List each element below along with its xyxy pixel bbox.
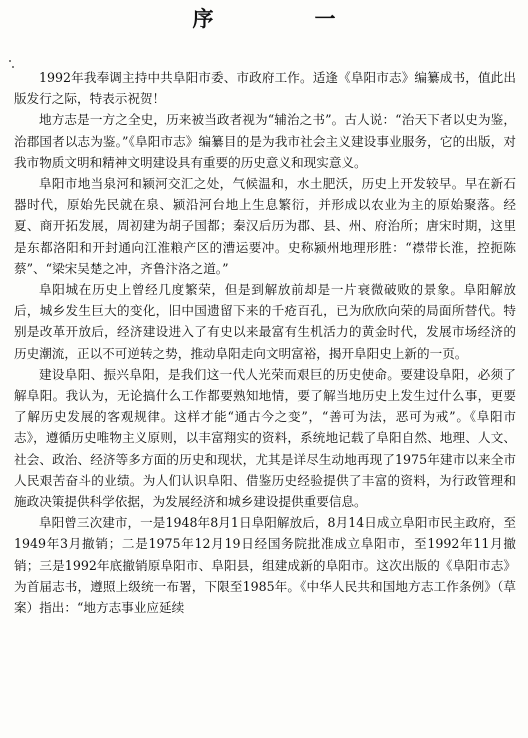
page-title: 序 一: [192, 7, 376, 31]
paragraph-4: 阜阳城在历史上曾经几度繁荣，但是到解放前却是一片衰微破败的景象。阜阳解放后，城乡发生巨大的变化，旧中国遗留下来的千疮百孔，已为欣欣向荣的局面所替代。特别是改革开放后，经济建设进入了有史以来最富有生机活力的黄金时代，发展市场经济的历史潮流，正以不可逆转之势，推动阜阳走向文明富裕，揭开阜阳史上新的一页。: [14, 282, 516, 361]
paragraph-5: 建设阜阳、振兴阜阳，是我们这一代人光荣而艰巨的历史使命。要建设阜阳，必须了解阜阳。我认为，无论搞什么工作都要熟知地情，要了解当地历史上发生过什么事，更要了解历史发展的客观规律。这样才能“通古今之变”，“善可为法，恶可为戒”。《阜阳市志》，遵循历史唯物主义原则，以丰富翔实的资料，系统地记载了阜阳自然、地理、人文、社会、政治、经济等多方面的历史和现状，尤其是详尽生动地再现了1975年建市以来全市人民艰苦奋斗的业绩。为人们认识阜阳、借鉴历史经验提供了丰富的资料，为行政管理和施政决策提供科学依据，为发展经济和城乡建设提供重要信息。: [14, 366, 516, 510]
paragraph-3: 阜阳市地当泉河和颍河交汇之处，气候温和，水土肥沃，历史上开发较早。早在新石器时代，原始先民就在泉、颍沿河台地上生息繁衍，并形成以农业为主的原始聚落。经夏、商开拓发展，周初建为胡子国都；秦汉后历为郡、县、州、府治所；唐宋时期，这里是东都洛阳和开封通向江淮粮产区的漕运要冲。史称颍州地理形胜：“襟带长淮，控扼陈蔡”、“梁宋吴楚之冲，齐鲁汴洛之道。”: [14, 176, 516, 276]
paragraph-1: 1992年我奉调主持中共阜阳市委、市政府工作。适逢《阜阳市志》编纂成书，值此出版发行之际，特表示祝贺！: [14, 70, 516, 107]
scan-speck: [9, 60, 11, 62]
body-text: [14, 67, 516, 618]
paragraph-6: 阜阳曾三次建市，一是1948年8月1日阜阳解放后，8月14日成立阜阳市民主政府，至1949年3月撤销；二是1975年12月19日经国务院批准成立阜阳市，至1992年11月撤销；三是1992年底撤销原阜阳市、阜阳县，组建成新的阜阳市。这次出版的《阜阳市志》为首届志书，遵照上级统一布署，下限至1985年。《中华人民共和国地方志工作条例》（草案）指出：“地方志事业应延续: [14, 515, 516, 616]
paragraph-2: 地方志是一方之全史，历来被当政者视为“辅治之书”。古人说：“治天下者以史为鉴，治郡国者以志为鉴。”《阜阳市志》编纂目的是为我市社会主义建设事业服务，它的出版，对我市物质文明和精神文明建设具有重要的历史意义和现实意义。: [14, 112, 516, 170]
